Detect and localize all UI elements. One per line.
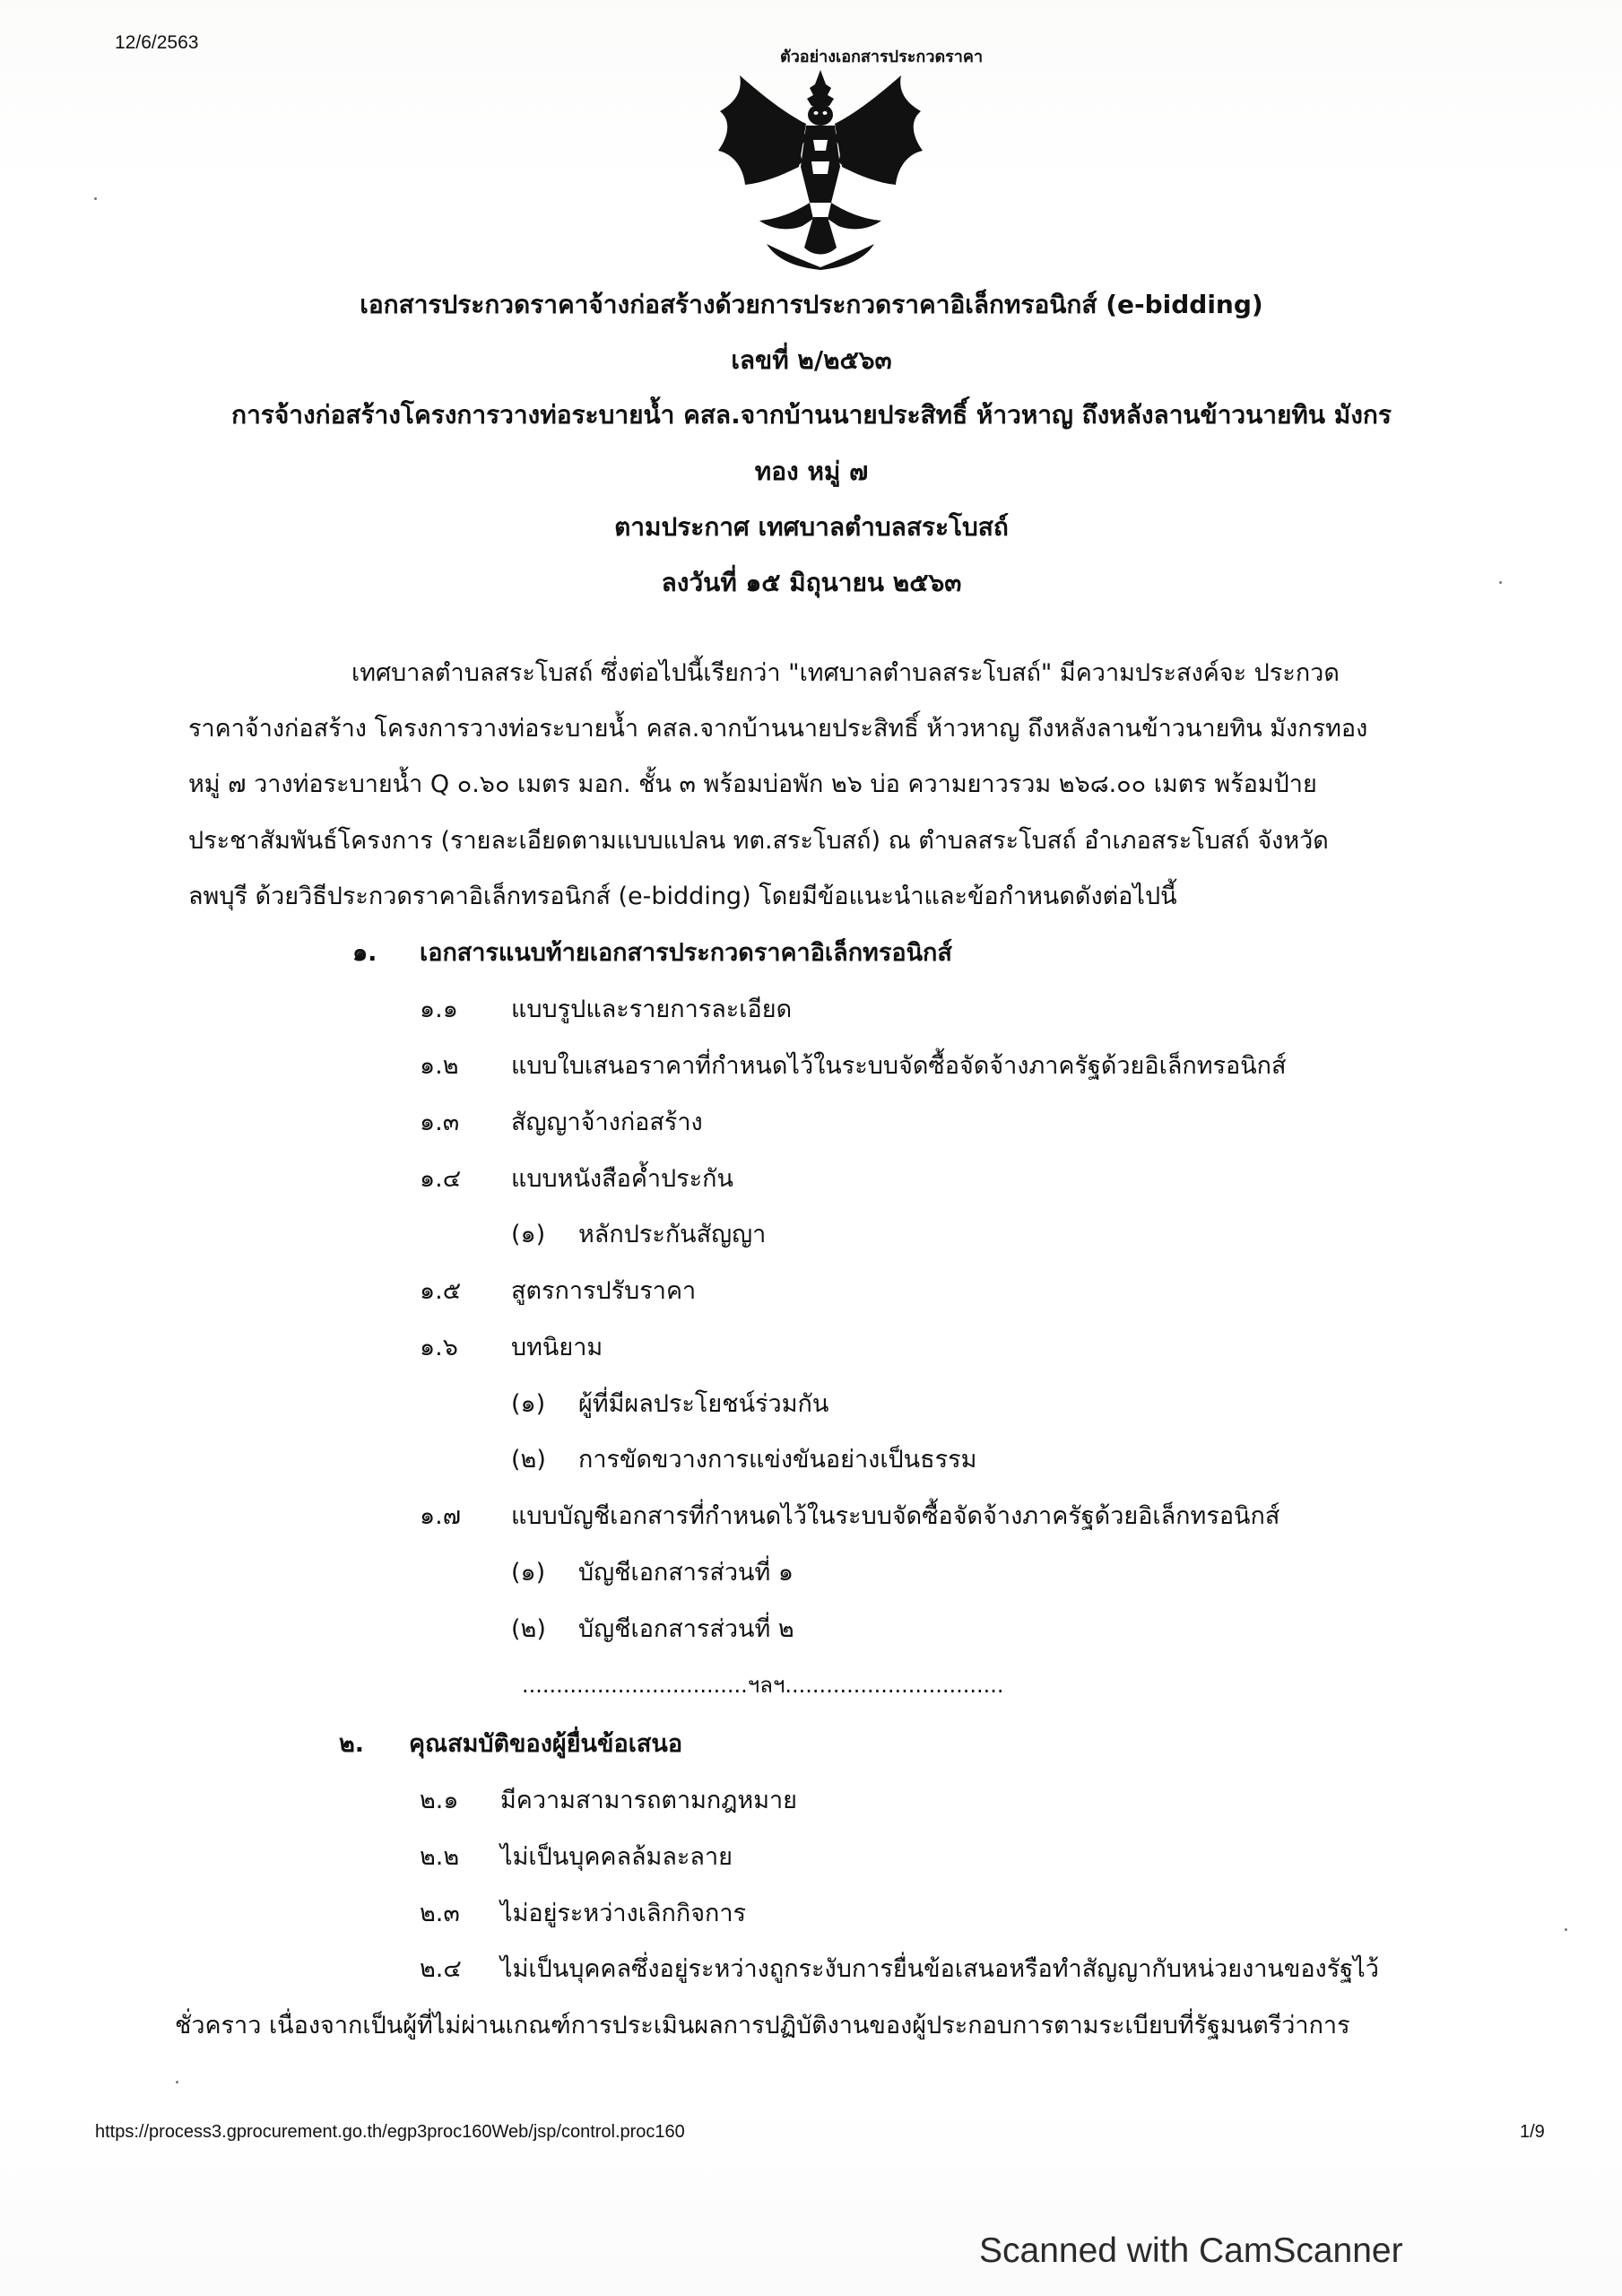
garuda-emblem-icon [713, 68, 928, 270]
section-2-heading: คุณสมบัติของผู้ยื่นข้อเสนอ [409, 1730, 683, 1758]
sub-item-text: บัญชีเอกสารส่วนที่ ๒ [578, 1615, 794, 1643]
intro-line-1: เทศบาลตำบลสระโบสถ์ ซึ่งต่อไปนี้เรียกว่า "เทศบาลตำบลสระโบสถ์" มีความประสงค์จะ ประกวด [351, 659, 1340, 687]
item-number: ๑.๗ [420, 1502, 462, 1530]
item-number: ๑.๕ [420, 1277, 462, 1305]
intro-line-3: หมู่ ๗ วางท่อระบายน้ำ Q ๐.๖๐ เมตร มอก. ชั้น ๓ พร้อมบ่อพัก ๒๖ บ่อ ความยาวรวม ๒๖๘.๐๐ เมตร พร้อมป้าย [188, 770, 1317, 798]
scanner-watermark: Scanned with CamScanner [979, 2231, 1403, 2270]
section-2-number: ๒. [339, 1730, 365, 1758]
sub-item-number: (๑) [511, 1559, 546, 1587]
omission-marker: .................................ฯลฯ................................ [522, 1673, 1004, 1698]
item-number: ๑.๓ [420, 1109, 460, 1136]
sub-item-text: หลักประกันสัญญา [578, 1221, 767, 1248]
document-sample-label: ตัวอย่างเอกสารประกวดราคา [780, 48, 984, 66]
item-text: แบบบัญชีเอกสารที่กำหนดไว้ในระบบจัดซื้อจัดจ้างภาครัฐด้วยอิเล็กทรอนิกส์ [511, 1502, 1280, 1530]
print-date: 12/6/2563 [115, 32, 199, 53]
item-number: ๒.๔ [420, 1955, 462, 1983]
scan-speck [176, 2081, 178, 2083]
item-number: ๑.๒ [420, 1052, 459, 1080]
item-text: ไม่เป็นบุคคลซึ่งอยู่ระหว่างถูกระงับการยื่นข้อเสนอหรือทำสัญญากับหน่วยงานของรัฐไว้ [500, 1955, 1379, 1983]
item-text: แบบหนังสือค้ำประกัน [511, 1165, 733, 1193]
sub-item-text: ผู้ที่มีผลประโยชน์ร่วมกัน [578, 1390, 829, 1418]
sub-item-number: (๑) [511, 1221, 546, 1248]
item-number: ๑.๖ [420, 1334, 458, 1361]
item-number: ๒.๑ [420, 1787, 459, 1814]
item-text: ไม่เป็นบุคคลล้มละลาย [500, 1843, 733, 1871]
sub-item-text: บัญชีเอกสารส่วนที่ ๑ [578, 1559, 794, 1587]
scan-speck [1565, 1928, 1567, 1931]
item-number: ๒.๓ [420, 1900, 460, 1927]
sub-item-number: (๒) [511, 1446, 546, 1474]
section-1-number: ๑. [352, 939, 377, 967]
document-title: เอกสารประกวดราคาจ้างก่อสร้างด้วยการประกวดราคาอิเล็กทรอนิกส์ (e-bidding) [360, 290, 1263, 319]
section-1-heading: เอกสารแนบท้ายเอกสารประกวดราคาอิเล็กทรอนิกส์ [420, 939, 952, 967]
source-url: https://process3.gprocurement.go.th/egp3proc160Web/jsp/control.proc160 [95, 2122, 685, 2142]
document-number: เลขที่ ๒/๒๕๖๓ [731, 345, 892, 375]
sub-item-text: การขัดขวางการแข่งขันอย่างเป็นธรรม [578, 1446, 977, 1474]
item-text: สัญญาจ้างก่อสร้าง [511, 1109, 703, 1136]
item-text: สูตรการปรับราคา [511, 1277, 697, 1305]
intro-line-4: ประชาสัมพันธ์โครงการ (รายละเอียดตามแบบแปลน ทต.สระโบสถ์) ณ ตำบลสระโบสถ์ อำเภอสระโบสถ์ จังหวัด [188, 827, 1329, 855]
item-text: มีความสามารถตามกฎหมาย [500, 1787, 797, 1814]
intro-line-5: ลพบุรี ด้วยวิธีประกวดราคาอิเล็กทรอนิกส์ (e-bidding) โดยมีข้อแนะนำและข้อกำหนดดังต่อไปนี้ [188, 883, 1177, 910]
scan-speck [1499, 581, 1502, 584]
project-title-line-1: การจ้างก่อสร้างโครงการวางท่อระบายน้ำ คสล.จากบ้านนายประสิทธิ์ ห้าวหาญ ถึงหลังลานข้าวนายทิน มังกร [231, 400, 1392, 430]
sub-item-number: (๑) [511, 1390, 546, 1418]
item-text: แบบรูปและรายการละเอียด [511, 996, 793, 1023]
sub-item-number: (๒) [511, 1615, 546, 1643]
item-text: แบบใบเสนอราคาที่กำหนดไว้ในระบบจัดซื้อจัดจ้างภาครัฐด้วยอิเล็กทรอนิกส์ [511, 1052, 1287, 1080]
scan-speck [94, 197, 97, 200]
item-number: ๒.๒ [420, 1843, 460, 1871]
page-number: 1/9 [1520, 2122, 1545, 2142]
item-number: ๑.๑ [420, 996, 458, 1023]
item-text: บทนิยาม [511, 1334, 603, 1361]
item-text: ไม่อยู่ระหว่างเลิกกิจการ [500, 1900, 747, 1927]
project-title-line-2: ทอง หมู่ ๗ [754, 457, 869, 486]
announcement-reference: ตามประกาศ เทศบาลตำบลสระโบสถ์ [614, 512, 1009, 542]
item-number: ๑.๔ [420, 1165, 462, 1193]
continuation-line: ชั่วคราว เนื่องจากเป็นผู้ที่ไม่ผ่านเกณฑ์การประเมินผลการปฏิบัติงานของผู้ประกอบการตามระเบียบที่รัฐมนตรีว่าการ [175, 2012, 1350, 2039]
intro-line-2: ราคาจ้างก่อสร้าง โครงการวางท่อระบายน้ำ คสล.จากบ้านนายประสิทธิ์ ห้าวหาญ ถึงหลังลานข้าวนายทิน มังกรทอง [188, 715, 1368, 743]
announcement-date: ลงวันที่ ๑๕ มิถุนายน ๒๕๖๓ [661, 568, 962, 597]
